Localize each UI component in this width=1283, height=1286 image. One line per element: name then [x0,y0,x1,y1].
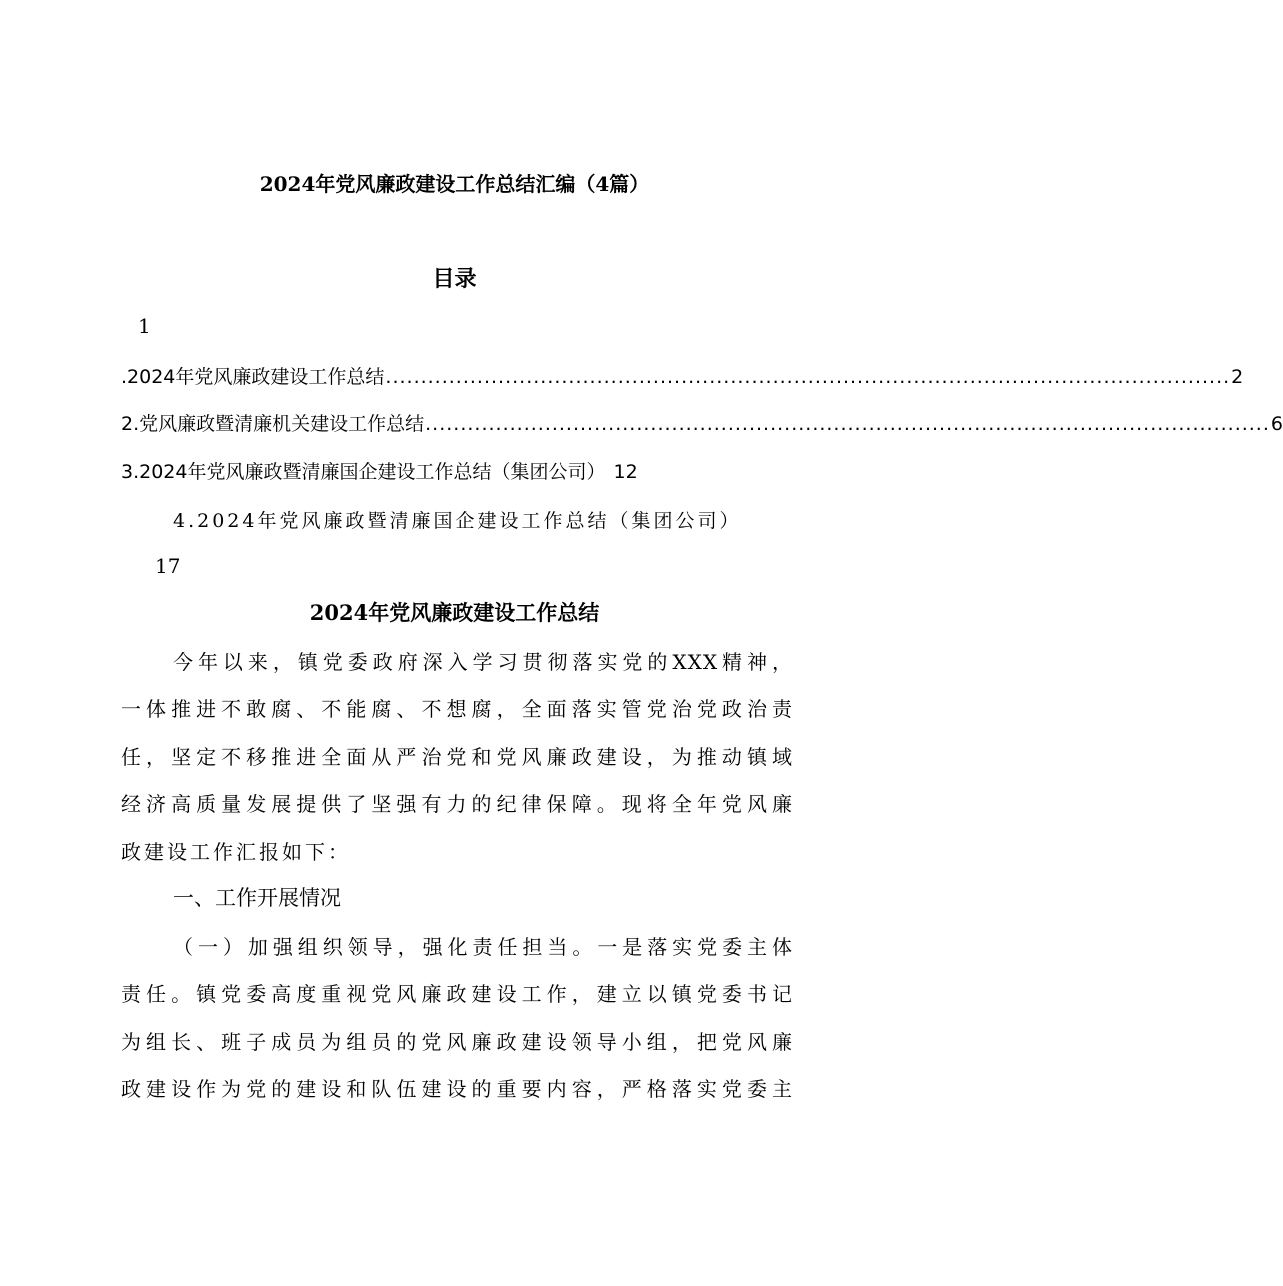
paragraph-line: （一）加强组织领导，强化责任担当。一是落实党委主体 [173,935,793,959]
toc-leader: ........................................................................................................................ [385,366,1231,388]
toc-entry[interactable] [121,362,1244,389]
paragraph-line: 经济高质量发展提供了坚强有力的纪律保障。现将全年党风廉 [121,792,793,816]
toc-entry-text: .2024年党风廉政建设工作总结 [121,366,385,388]
paragraph-line: 任，坚定不移推进全面从严治党和党风廉政建设，为推动镇域 [121,745,793,769]
paragraph-line: 政建设工作汇报如下： [121,840,351,864]
toc-entry[interactable] [121,409,1283,436]
paragraph-line: 政建设作为党的建设和队伍建设的重要内容，严格落实党委主 [121,1077,793,1101]
paragraph-line: 一体推进不敢腐、不能腐、不想腐，全面落实管党治党政治责 [121,697,793,721]
toc-entry[interactable] [121,457,755,484]
toc-entry-page: 12 [613,461,638,483]
document-title: 2024年党风廉政建设工作总结汇编（4篇） [259,172,650,196]
toc-entry-page: 17 [155,554,181,578]
toc-entry-text: 2.党风廉政暨清廉机关建设工作总结 [121,413,425,435]
paragraph-line: 为组长、班子成员为组员的党风廉政建设领导小组，把党风廉 [121,1030,793,1054]
paragraph-line: 今年以来，镇党委政府深入学习贯彻落实党的XXX精神， [173,650,793,674]
toc-entry-page: 2 [1231,366,1244,388]
toc-heading: 目录 [432,266,477,292]
paragraph-line: 责任。镇党委高度重视党风廉政建设工作，建立以镇党委书记 [121,982,793,1006]
toc-stray-number: 1 [138,314,151,338]
toc-entry-page: 6 [1270,413,1283,435]
section-heading: 一、工作开展情况 [173,886,341,910]
toc-leader: ........................................................................................................................ [425,413,1270,435]
article-title: 2024年党风廉政建设工作总结 [309,600,600,625]
toc-entry-text[interactable]: 4.2024年党风廉政暨清廉国企建设工作总结（集团公司） [173,510,742,532]
toc-entry-text: 3.2024年党风廉政暨清廉国企建设工作总结（集团公司） [121,461,606,483]
